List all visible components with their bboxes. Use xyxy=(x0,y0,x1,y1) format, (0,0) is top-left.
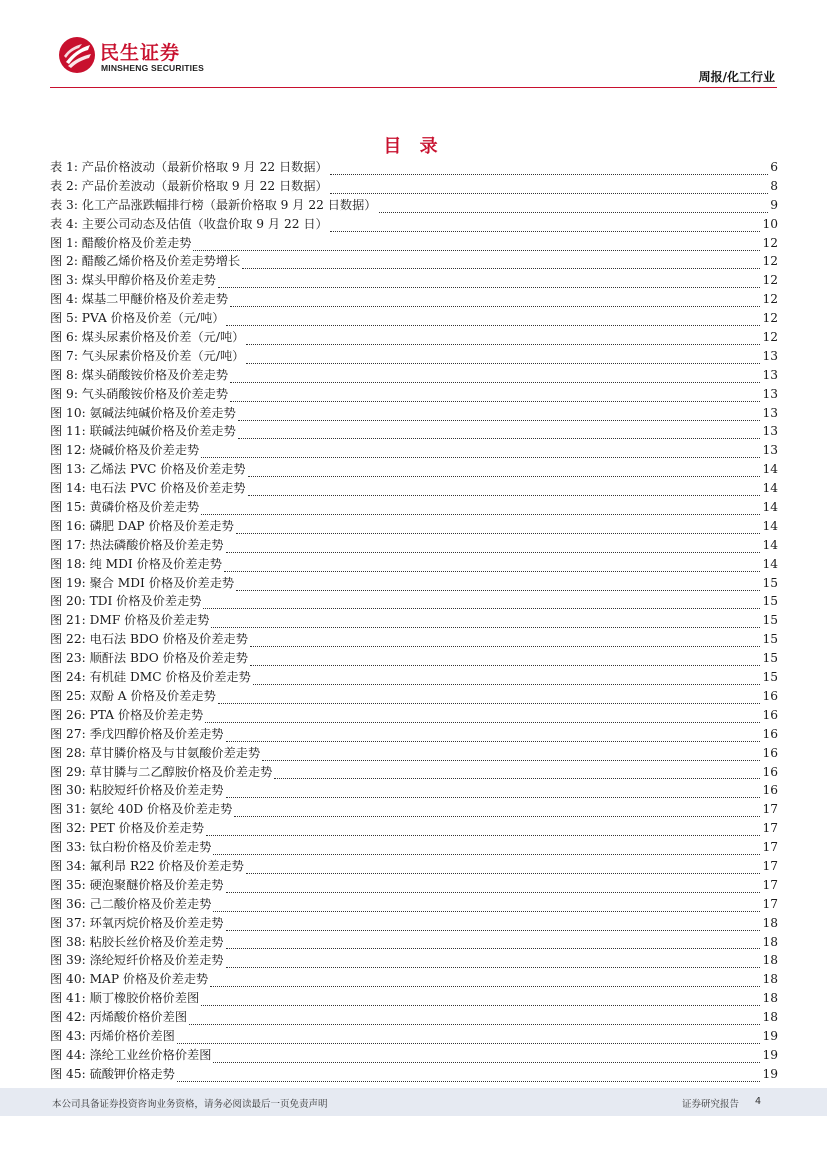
toc-entry-number: 图 45: xyxy=(50,1066,86,1081)
toc-entry-page: 16 xyxy=(762,745,778,760)
toc-entry[interactable] xyxy=(50,611,778,630)
toc-entry-number: 图 23: xyxy=(50,651,86,666)
toc-entry-title: 煤头尿素价格及价差（元/吨） xyxy=(81,330,245,345)
toc-entry-page: 15 xyxy=(762,651,778,666)
toc-entry-number: 图 9: xyxy=(50,386,78,401)
toc-dot-leader xyxy=(238,428,761,439)
toc-entry-number: 图 40: xyxy=(50,972,86,987)
toc-entry[interactable] xyxy=(50,1027,778,1046)
toc-entry-title: 有机硅 DMC 价格及价差走势 xyxy=(89,670,251,685)
toc-dot-leader xyxy=(262,750,760,761)
toc-entry-number: 图 43: xyxy=(50,1028,86,1043)
toc-entry[interactable] xyxy=(50,441,778,460)
toc-entry[interactable] xyxy=(50,819,778,838)
footer-disclaimer: 本公司具备证券投资咨询业务资格，请务必阅读最后一页免责声明 xyxy=(52,1099,328,1110)
toc-entry[interactable] xyxy=(50,763,778,782)
toc-entry[interactable] xyxy=(50,706,778,725)
toc-entry-number: 表 1: xyxy=(50,160,78,174)
toc-entry-page: 13 xyxy=(762,367,778,382)
toc-entry[interactable] xyxy=(50,914,778,933)
toc-dot-leader xyxy=(201,447,760,458)
toc-dot-leader xyxy=(226,787,761,798)
toc-entry-title: 钛白粉价格及价差走势 xyxy=(89,840,212,855)
toc-dot-leader xyxy=(193,240,760,251)
toc-entry-title: 主要公司动态及估值（收盘价取 9 月 22 日） xyxy=(81,216,328,231)
toc-entry-title: 粘胶短纤价格及价差走势 xyxy=(89,783,224,798)
toc-entry-page: 15 xyxy=(762,575,778,590)
toc-entry-title: 涤纶工业丝价格价差图 xyxy=(89,1047,212,1062)
toc-entry-number: 图 34: xyxy=(50,858,86,873)
toc-dot-leader xyxy=(226,315,760,326)
toc-entry[interactable] xyxy=(50,385,778,404)
toc-entry-page: 9 xyxy=(770,197,778,212)
toc-dot-leader xyxy=(330,164,768,175)
toc-dot-leader xyxy=(248,485,761,496)
toc-entry-title: 纯 MDI 价格及价差走势 xyxy=(89,556,222,571)
toc-dot-leader xyxy=(226,920,761,931)
toc-entry[interactable] xyxy=(50,574,778,593)
toc-entry[interactable] xyxy=(50,725,778,744)
toc-dot-leader xyxy=(274,768,760,779)
toc-entry-page: 14 xyxy=(762,500,778,515)
toc-entry-title: 磷肥 DAP 价格及价差走势 xyxy=(89,518,234,533)
toc-entry[interactable] xyxy=(50,592,778,611)
toc-dot-leader xyxy=(226,542,761,553)
toc-dot-leader xyxy=(248,466,761,477)
toc-entry-title: 顺酐法 BDO 价格及价差走势 xyxy=(89,651,248,666)
toc-entry-number: 图 29: xyxy=(50,764,86,779)
toc-entry-title: 草甘膦价格及与甘氨酸价差走势 xyxy=(89,745,261,760)
toc-entry-title: 煤头甲醇价格及价差走势 xyxy=(81,273,216,288)
toc-entry-page: 17 xyxy=(762,877,778,892)
toc-entry-title: 醋酸价格及价差走势 xyxy=(81,235,192,250)
toc-dot-leader xyxy=(330,183,768,194)
toc-entry-page: 16 xyxy=(762,764,778,779)
toc-entry-number: 图 28: xyxy=(50,745,86,760)
toc-dot-leader xyxy=(203,598,760,609)
toc-entry-page: 18 xyxy=(762,934,778,949)
toc-entry-title: 草甘膦与二乙醇胺价格及价差走势 xyxy=(89,764,273,779)
toc-entry-page: 19 xyxy=(762,1047,778,1062)
toc-entry[interactable] xyxy=(50,328,778,347)
toc-entry-title: 粘胶长丝价格及价差走势 xyxy=(89,934,224,949)
toc-entry-title: 乙烯法 PVC 价格及价差走势 xyxy=(89,462,246,477)
toc-entry[interactable] xyxy=(50,498,778,517)
toc-entry-number: 图 26: xyxy=(50,707,86,722)
toc-dot-leader xyxy=(246,863,761,874)
toc-entry-title: PET 价格及价差走势 xyxy=(89,821,204,836)
toc-entry[interactable] xyxy=(50,536,778,555)
report-type-label: 周报/化工行业 xyxy=(698,70,775,84)
toc-entry-page: 13 xyxy=(762,348,778,363)
toc-entry[interactable] xyxy=(50,347,778,366)
toc-entry-number: 图 14: xyxy=(50,481,86,496)
toc-entry[interactable] xyxy=(50,234,778,253)
toc-entry-page: 13 xyxy=(762,443,778,458)
toc-entry-title: 化工产品涨跌幅排行榜（最新价格取 9 月 22 日数据） xyxy=(81,197,377,212)
toc-entry-page: 13 xyxy=(762,386,778,401)
toc-entry-title: 醋酸乙烯价格及价差走势增长 xyxy=(81,254,241,269)
toc-entry-page: 18 xyxy=(762,972,778,987)
toc-entry[interactable] xyxy=(50,309,778,328)
toc-dot-leader xyxy=(379,202,769,213)
toc-entry-title: 丙烯酸价格价差图 xyxy=(89,1010,188,1025)
toc-entry-title: DMF 价格及价差走势 xyxy=(89,613,210,628)
toc-entry-page: 14 xyxy=(762,537,778,552)
toc-entry-page: 12 xyxy=(762,235,778,250)
toc-entry-number: 图 33: xyxy=(50,840,86,855)
toc-entry[interactable] xyxy=(50,422,778,441)
toc-title: 目 录 xyxy=(383,136,444,157)
toc-entry[interactable] xyxy=(50,630,778,649)
toc-entry-number: 图 25: xyxy=(50,688,86,703)
footer-page-number: 4 xyxy=(754,1096,761,1107)
toc-dot-leader xyxy=(236,580,760,591)
toc-entry-title: PVA 价格及价差（元/吨） xyxy=(81,311,225,326)
toc-entry[interactable] xyxy=(50,781,778,800)
toc-entry[interactable] xyxy=(50,271,778,290)
toc-entry-title: 季戊四醇价格及价差走势 xyxy=(89,726,224,741)
toc-entry-page: 14 xyxy=(762,462,778,477)
toc-dot-leader xyxy=(253,674,761,685)
toc-dot-leader xyxy=(177,1033,761,1044)
toc-entry[interactable] xyxy=(50,158,778,177)
toc-dot-leader xyxy=(210,976,760,987)
toc-dot-leader xyxy=(226,938,761,949)
toc-entry-number: 图 22: xyxy=(50,632,86,647)
toc-entry[interactable] xyxy=(50,252,778,271)
toc-entry-number: 图 5: xyxy=(50,311,78,326)
toc-dot-leader xyxy=(230,296,760,307)
toc-entry[interactable] xyxy=(50,196,778,215)
table-of-contents xyxy=(50,158,778,1084)
toc-dot-leader xyxy=(236,523,761,534)
toc-entry-title: 产品价格波动（最新价格取 9 月 22 日数据） xyxy=(81,160,328,174)
toc-entry[interactable] xyxy=(50,838,778,857)
toc-entry-page: 12 xyxy=(762,273,778,288)
toc-entry-page: 8 xyxy=(770,178,778,193)
toc-entry-number: 表 4: xyxy=(50,216,78,231)
toc-entry-number: 图 37: xyxy=(50,915,86,930)
toc-dot-leader xyxy=(205,712,760,723)
toc-entry-number: 表 3: xyxy=(50,197,78,212)
toc-entry-page: 13 xyxy=(762,405,778,420)
toc-entry-title: 热法磷酸价格及价差走势 xyxy=(89,537,224,552)
toc-entry-title: MAP 价格及价差走势 xyxy=(89,972,209,987)
toc-entry-number: 图 21: xyxy=(50,613,86,628)
toc-entry[interactable] xyxy=(50,744,778,763)
toc-entry[interactable] xyxy=(50,404,778,423)
toc-entry-number: 图 42: xyxy=(50,1010,86,1025)
toc-entry-title: 烧碱价格及价差走势 xyxy=(89,443,200,458)
toc-dot-leader xyxy=(250,636,761,647)
toc-entry-page: 12 xyxy=(762,254,778,269)
toc-entry[interactable] xyxy=(50,1046,778,1065)
toc-entry[interactable] xyxy=(50,933,778,952)
toc-entry-title: 顺丁橡胶价格价差图 xyxy=(89,991,200,1006)
toc-entry-number: 图 38: xyxy=(50,934,86,949)
toc-dot-leader xyxy=(226,731,761,742)
toc-entry-title: 己二酸价格及价差走势 xyxy=(89,896,212,911)
toc-dot-leader xyxy=(189,1014,760,1025)
toc-entry-page: 17 xyxy=(762,802,778,817)
toc-entry-number: 图 10: xyxy=(50,405,86,420)
toc-dot-leader xyxy=(177,1071,761,1082)
toc-entry-number: 图 39: xyxy=(50,953,86,968)
toc-dot-leader xyxy=(218,277,761,288)
toc-entry-page: 18 xyxy=(762,915,778,930)
toc-dot-leader xyxy=(201,995,760,1006)
toc-entry-page: 12 xyxy=(762,292,778,307)
toc-entry-page: 18 xyxy=(762,1010,778,1025)
toc-dot-leader xyxy=(242,258,760,269)
toc-entry-title: 氨纶 40D 价格及价差走势 xyxy=(89,802,233,817)
logo-english-name: MINSHENG SECURITIES xyxy=(101,63,204,73)
toc-entry-page: 19 xyxy=(762,1066,778,1081)
toc-entry[interactable] xyxy=(50,668,778,687)
toc-entry-page: 16 xyxy=(762,688,778,703)
toc-entry[interactable] xyxy=(50,649,778,668)
toc-entry-number: 图 1: xyxy=(50,235,78,250)
toc-entry-title: PTA 价格及价差走势 xyxy=(89,707,204,722)
toc-entry-number: 图 30: xyxy=(50,783,86,798)
toc-entry-number: 图 19: xyxy=(50,575,86,590)
toc-entry-number: 图 27: xyxy=(50,726,86,741)
toc-entry[interactable] xyxy=(50,800,778,819)
toc-entry-number: 图 35: xyxy=(50,877,86,892)
toc-entry-number: 图 12: xyxy=(50,443,86,458)
toc-entry-title: 氨碱法纯碱价格及价差走势 xyxy=(89,405,236,420)
toc-entry[interactable] xyxy=(50,857,778,876)
toc-entry[interactable] xyxy=(50,460,778,479)
toc-dot-leader xyxy=(238,410,761,421)
toc-entry-title: 黄磷价格及价差走势 xyxy=(89,500,200,515)
toc-entry-page: 16 xyxy=(762,783,778,798)
toc-entry[interactable] xyxy=(50,555,778,574)
toc-entry-page: 10 xyxy=(762,216,778,231)
toc-entry-page: 19 xyxy=(762,1028,778,1043)
toc-dot-leader xyxy=(246,334,760,345)
toc-entry[interactable] xyxy=(50,366,778,385)
toc-entry-title: 联碱法纯碱价格及价差走势 xyxy=(89,424,236,439)
toc-entry-page: 14 xyxy=(762,556,778,571)
toc-entry-number: 图 24: xyxy=(50,670,86,685)
toc-dot-leader xyxy=(224,561,761,572)
toc-entry-number: 表 2: xyxy=(50,178,78,193)
toc-entry-title: 电石法 PVC 价格及价差走势 xyxy=(89,481,246,496)
toc-entry[interactable] xyxy=(50,479,778,498)
toc-dot-leader xyxy=(213,844,760,855)
footer-doc-type: 证券研究报告 xyxy=(681,1099,739,1110)
toc-dot-leader xyxy=(218,693,761,704)
toc-entry[interactable] xyxy=(50,989,778,1008)
toc-entry-number: 图 44: xyxy=(50,1047,86,1062)
toc-entry-number: 图 20: xyxy=(50,594,86,609)
toc-dot-leader xyxy=(226,957,761,968)
toc-entry-page: 17 xyxy=(762,858,778,873)
toc-entry[interactable] xyxy=(50,895,778,914)
toc-entry-title: 双酚 A 价格及价差走势 xyxy=(89,688,216,703)
toc-entry-number: 图 11: xyxy=(50,424,86,439)
toc-entry-title: 电石法 BDO 价格及价差走势 xyxy=(89,632,248,647)
toc-entry-page: 15 xyxy=(762,670,778,685)
company-logo xyxy=(58,36,208,80)
toc-entry[interactable] xyxy=(50,517,778,536)
toc-entry-title: 硫酸钾价格走势 xyxy=(89,1066,175,1081)
toc-entry-page: 17 xyxy=(762,840,778,855)
toc-entry[interactable] xyxy=(50,215,778,234)
toc-entry-number: 图 7: xyxy=(50,348,78,363)
toc-entry-title: 硬泡聚醚价格及价差走势 xyxy=(89,877,224,892)
toc-entry-number: 图 2: xyxy=(50,254,78,269)
toc-dot-leader xyxy=(213,901,760,912)
toc-entry-title: 产品价差波动（最新价格取 9 月 22 日数据） xyxy=(81,178,328,193)
toc-entry[interactable] xyxy=(50,876,778,895)
toc-entry-page: 12 xyxy=(762,311,778,326)
toc-dot-leader xyxy=(250,655,761,666)
toc-entry-title: 丙烯价格价差图 xyxy=(89,1028,175,1043)
toc-entry-title: 聚合 MDI 价格及价差走势 xyxy=(89,575,235,590)
toc-entry-number: 图 16: xyxy=(50,518,86,533)
toc-entry-page: 14 xyxy=(762,481,778,496)
toc-entry-page: 17 xyxy=(762,821,778,836)
toc-entry[interactable] xyxy=(50,687,778,706)
logo-chinese-name: 民生证券 xyxy=(100,42,181,64)
toc-dot-leader xyxy=(226,882,761,893)
toc-entry-number: 图 36: xyxy=(50,896,86,911)
toc-entry[interactable] xyxy=(50,951,778,970)
page-footer xyxy=(0,1088,827,1116)
toc-entry-number: 图 41: xyxy=(50,991,86,1006)
toc-entry-title: 气头尿素价格及价差（元/吨） xyxy=(81,348,245,363)
toc-entry-page: 17 xyxy=(762,896,778,911)
toc-dot-leader xyxy=(234,806,760,817)
toc-entry[interactable] xyxy=(50,177,778,196)
toc-entry-title: 气头硝酸铵价格及价差走势 xyxy=(81,386,229,401)
toc-entry[interactable] xyxy=(50,1065,778,1084)
toc-entry-page: 18 xyxy=(762,953,778,968)
toc-entry[interactable] xyxy=(50,970,778,989)
page-header xyxy=(0,0,827,95)
toc-dot-leader xyxy=(201,504,760,515)
toc-entry-page: 14 xyxy=(762,518,778,533)
toc-entry-page: 12 xyxy=(762,330,778,345)
toc-dot-leader xyxy=(230,372,760,383)
toc-entry-page: 15 xyxy=(762,594,778,609)
minsheng-logo-icon xyxy=(58,36,96,74)
toc-entry-number: 图 8: xyxy=(50,367,78,382)
toc-entry-number: 图 18: xyxy=(50,556,86,571)
toc-entry-page: 13 xyxy=(762,424,778,439)
toc-entry-title: 涤纶短纤价格及价差走势 xyxy=(89,953,224,968)
toc-entry-number: 图 3: xyxy=(50,273,78,288)
toc-dot-leader xyxy=(230,391,760,402)
toc-entry-title: 煤基二甲醚价格及价差走势 xyxy=(81,292,229,307)
toc-entry-page: 15 xyxy=(762,632,778,647)
toc-entry[interactable] xyxy=(50,290,778,309)
toc-entry-title: TDI 价格及价差走势 xyxy=(89,594,202,609)
toc-entry-page: 18 xyxy=(762,991,778,1006)
toc-dot-leader xyxy=(246,353,760,364)
toc-dot-leader xyxy=(213,1052,760,1063)
toc-entry-number: 图 17: xyxy=(50,537,86,552)
header-divider xyxy=(50,87,777,88)
toc-entry-number: 图 4: xyxy=(50,292,78,307)
toc-entry[interactable] xyxy=(50,1008,778,1027)
toc-entry-number: 图 15: xyxy=(50,500,86,515)
toc-entry-number: 图 31: xyxy=(50,802,86,817)
toc-dot-leader xyxy=(206,825,761,836)
toc-entry-title: 煤头硝酸铵价格及价差走势 xyxy=(81,367,229,382)
toc-entry-title: 环氧丙烷价格及价差走势 xyxy=(89,915,224,930)
toc-dot-leader xyxy=(211,617,760,628)
toc-entry-page: 6 xyxy=(770,160,778,174)
toc-entry-title: 氟利昂 R22 价格及价差走势 xyxy=(89,858,244,873)
toc-entry-number: 图 13: xyxy=(50,462,86,477)
toc-entry-number: 图 6: xyxy=(50,330,78,345)
toc-entry-page: 16 xyxy=(762,726,778,741)
toc-dot-leader xyxy=(330,221,761,232)
toc-entry-number: 图 32: xyxy=(50,821,86,836)
toc-entry-page: 15 xyxy=(762,613,778,628)
toc-entry-page: 16 xyxy=(762,707,778,722)
